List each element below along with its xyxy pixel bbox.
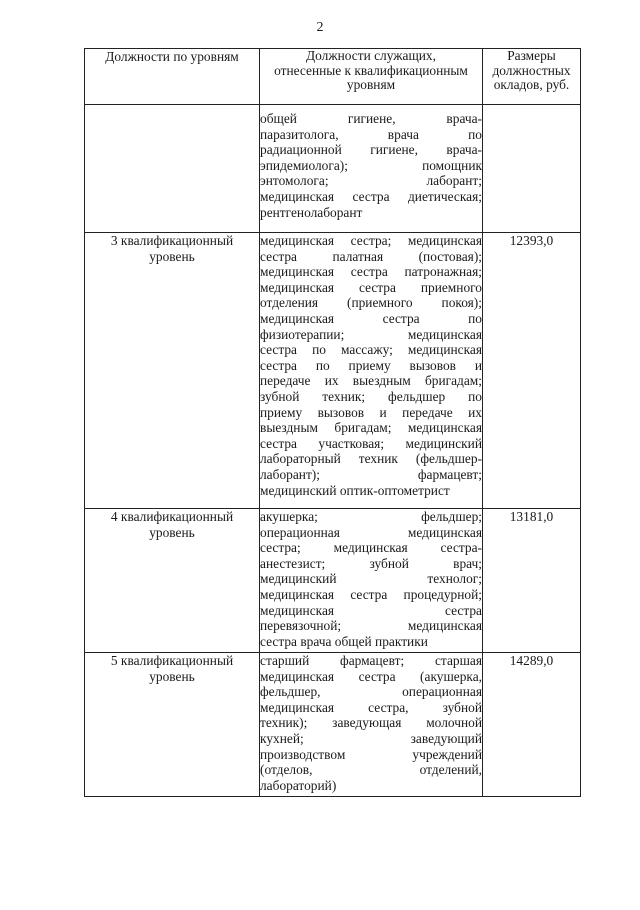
positions-line: выездным бригадам; медицинская: [260, 420, 482, 436]
table-row: [85, 653, 581, 797]
salary-cell: 12393,0: [483, 233, 581, 509]
table-row: [85, 233, 581, 509]
positions-line: медицинская сестра (акушерка,: [260, 668, 482, 684]
positions-line: сестра палатная (постовая);: [260, 248, 482, 264]
positions-line: энтомолога; лаборант;: [260, 173, 482, 189]
level-cell: [85, 509, 260, 653]
positions-line: сестра; медицинская сестра-: [260, 540, 482, 556]
positions-line: паразитолога, врача по: [260, 126, 482, 142]
positions-line: лабораторий): [260, 777, 337, 793]
positions-line: медицинская сестра: [260, 602, 482, 618]
header-positions: [260, 49, 483, 105]
positions-line: медицинская сестра по: [260, 310, 482, 326]
positions-line: сестра по приему вызовов и: [260, 357, 482, 373]
positions-line: медицинская сестра, зубной: [260, 699, 482, 715]
level-label-line: 5 квалификационный: [110, 653, 234, 668]
salary-cell: 13181,0: [483, 509, 581, 653]
positions-line: лаборант); фармацевт;: [260, 466, 482, 482]
positions-line: медицинская сестра; медицинская: [260, 233, 482, 248]
positions-line: перевязочной; медицинская: [260, 618, 482, 634]
positions-line: зубной техник; фельдшер по: [260, 388, 482, 404]
positions-line: радиационной гигиене, врача-: [260, 142, 482, 158]
positions-cell: [260, 233, 483, 509]
positions-line: медицинская сестра патронажная;: [260, 264, 482, 280]
table-header-row: [85, 49, 581, 105]
level-cell: [85, 233, 260, 509]
header-positions-line: отнесенные к квалификационным: [274, 62, 468, 78]
positions-line: сестра врача общей практики: [260, 633, 428, 649]
positions-line: передаче их выездным бригадам;: [260, 373, 482, 389]
positions-line: приему вызовов и передаче их: [260, 404, 482, 420]
header-salary: [483, 49, 581, 105]
positions-line: отделения (приемного покоя);: [260, 295, 482, 311]
salary-table: [84, 48, 581, 797]
table-row: [85, 509, 581, 653]
positions-cell: [260, 653, 483, 797]
positions-line: фельдшер, операционная: [260, 684, 482, 700]
level-label-line: 3 квалификационный: [110, 233, 234, 248]
header-salary-line: должностных: [492, 62, 571, 78]
page-number: 2: [316, 20, 324, 35]
salary-cell: 14289,0: [483, 653, 581, 797]
positions-line: старший фармацевт; старшая: [260, 653, 482, 668]
positions-cell: [260, 509, 483, 653]
header-salary-line: окладов, руб.: [493, 77, 570, 92]
positions-line: сестра по массажу; медицинская: [260, 342, 482, 358]
positions-line: операционная медицинская: [260, 524, 482, 540]
positions-line: медицинская сестра процедурной;: [260, 586, 482, 602]
header-salary-line: Размеры: [507, 48, 556, 63]
positions-line: кухней; заведующий: [260, 730, 482, 746]
level-label-line: уровень: [149, 248, 195, 264]
positions-line: анестезист; зубной врач;: [260, 555, 482, 571]
header-levels: [85, 49, 260, 105]
positions-line: физиотерапии; медицинская: [260, 326, 482, 342]
positions-line: медицинский оптик-оптометрист: [260, 482, 450, 498]
level-label-line: уровень: [149, 668, 195, 684]
positions-line: (отделов, отделений,: [260, 762, 482, 778]
salary-cell: [483, 105, 581, 233]
level-cell: [85, 653, 260, 797]
positions-cell: [260, 105, 483, 233]
table-row: [85, 105, 581, 233]
positions-line: эпидемиолога); помощник: [260, 157, 482, 173]
positions-line: медицинская сестра приемного: [260, 279, 482, 295]
positions-line: общей гигиене, врача-: [260, 111, 482, 126]
positions-line: лабораторный техник (фельдшер-: [260, 451, 482, 467]
level-cell: [85, 105, 260, 233]
positions-line: медицинский технолог;: [260, 571, 482, 587]
header-levels-text: Должности по уровням: [105, 49, 239, 64]
positions-line: акушерка; фельдшер;: [260, 509, 482, 524]
header-positions-line: Должности служащих,: [306, 48, 436, 63]
level-label-line: уровень: [149, 524, 195, 540]
positions-line: медицинская сестра диетическая;: [260, 188, 482, 204]
positions-line: производством учреждений: [260, 746, 482, 762]
positions-line: рентгенолаборант: [260, 204, 363, 220]
level-label-line: 4 квалификационный: [110, 509, 234, 524]
positions-line: сестра участковая; медицинский: [260, 435, 482, 451]
header-positions-line: уровням: [346, 77, 396, 92]
positions-line: техник); заведующая молочной: [260, 715, 482, 731]
